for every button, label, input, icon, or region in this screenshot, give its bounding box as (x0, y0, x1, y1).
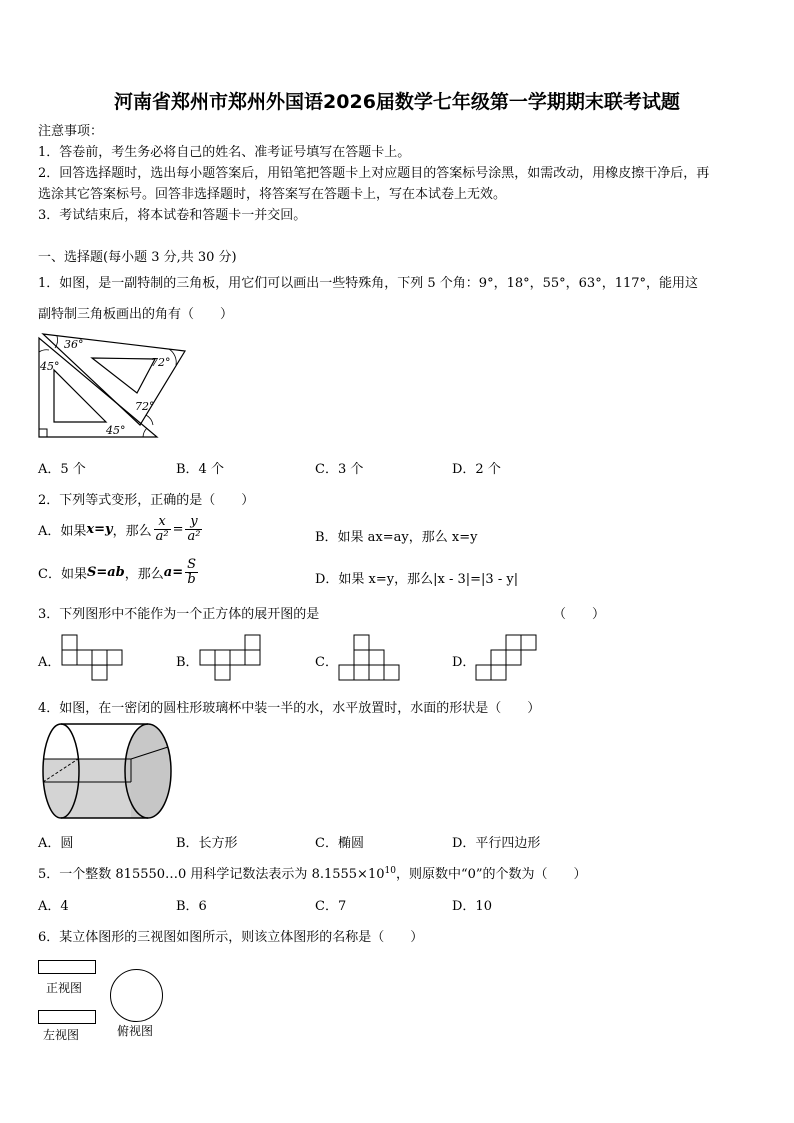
q2-a-fraction-right (185, 515, 202, 544)
angle-label-72-bottom: 72° (135, 400, 155, 413)
q5-stem (38, 863, 587, 882)
notice-item-2: 2．回答选择题时，选出每小题答案后，用铅笔把答题卡上对应题目的答案标号涂黑，如需改动，用橡皮擦干净后，再 (38, 166, 710, 181)
q1-option-b: B．4 个 (176, 462, 224, 477)
q3-stem: 3．下列图形中不能作为一个正方体的展开图的是 (38, 607, 320, 622)
q3-net-c (338, 634, 402, 684)
q2-c-fraction-num: S (187, 557, 196, 572)
q4-option-a: A．圆 (38, 836, 74, 851)
q2-stem: 2．下列等式变形，正确的是（ ） (38, 493, 255, 508)
q4-option-b: B．长方形 (176, 836, 238, 851)
q4-option-d: D．平行四边形 (452, 836, 541, 851)
q5-option-c: C．7 (315, 899, 347, 914)
triangle-set-figure (34, 330, 186, 440)
q5-option-a: A．4 (38, 899, 69, 914)
top-view-label: 俯视图 (117, 1024, 154, 1038)
q2-a-fraction-right-num: y (190, 514, 198, 529)
angle-label-45-bottom: 45° (106, 424, 126, 437)
q2-c-lhs: a= (163, 565, 184, 580)
q2-a-prefix: A．如果 (38, 524, 87, 539)
notice-item-2-cont: 选涂其它答案标号。回答非选择题时，将答案写在答题卡上，写在本试卷上无效。 (38, 187, 507, 202)
notice-item-3: 3．考试结束后，将本试卷和答题卡一并交回。 (38, 208, 307, 223)
right-angle-mark (39, 429, 47, 437)
water-side (43, 759, 131, 818)
q2-c-mid: ，那么 (124, 567, 164, 582)
front-view-label: 正视图 (46, 981, 83, 995)
q5-option-d: D．10 (452, 899, 492, 914)
q3-option-c: C． (315, 655, 338, 670)
q3-net-a-bottom (61, 634, 125, 684)
q2-c-condition: S=ab (86, 565, 125, 580)
q2-a-equals: = (172, 522, 184, 537)
q3-option-a: A． (38, 655, 61, 670)
cylinder-figure (38, 720, 174, 822)
q2-a-fraction-left-num: x (158, 514, 166, 529)
q1-stem-line1: 1．如图，是一副特制的三角板，用它们可以画出一些特殊角，下列 5 个角：9°，18°，55°，63°，117°，能用这 (38, 276, 699, 291)
q2-a-fraction-left-den: a² (155, 529, 169, 544)
q3-option-d: D． (452, 655, 476, 670)
angle-label-45-left: 45° (40, 360, 60, 373)
q2-option-c (38, 558, 200, 587)
q4-stem: 4．如图，在一密闭的圆柱形玻璃杯中装一半的水，水平放置时，水面的形状是（ ） (38, 701, 541, 716)
q3-net-d (475, 634, 539, 684)
q2-a-fraction-left (154, 515, 171, 544)
q5-stem-b: ，则原数中“0”的个数为（ ） (395, 867, 587, 882)
q1-option-a: A．5 个 (38, 462, 86, 477)
q2-option-a (38, 515, 204, 544)
q1-option-d: D．2 个 (452, 462, 501, 477)
q2-a-fraction-right-den: a² (187, 529, 201, 544)
q4-option-c: C．椭圆 (315, 836, 364, 851)
q1-option-c: C．3 个 (315, 462, 364, 477)
left-view-label: 左视图 (43, 1028, 80, 1042)
angle-label-36: 36° (64, 338, 84, 351)
q2-c-fraction-den: b (187, 572, 196, 587)
q3-answer-paren: （ ） (553, 607, 606, 622)
q3-option-b: B． (176, 655, 199, 670)
q1-stem-line2: 副特制三角板画出的角有（ ） (38, 307, 234, 322)
q6-stem: 6．某立体图形的三视图如图所示，则该立体图形的名称是（ ） (38, 930, 424, 945)
top-view-circle (110, 969, 163, 1022)
angle-label-72-top: 72° (151, 356, 171, 369)
q2-option-d: D．如果 x=y，那么|x - 3|=|3 - y| (315, 572, 519, 587)
left-view-rect (38, 1010, 96, 1024)
q5-option-b: B．6 (176, 899, 207, 914)
q3-net-b (199, 634, 263, 684)
page-title: 河南省郑州市郑州外国语2026届数学七年级第一学期期末联考试题 (114, 91, 680, 113)
set-square-45-inner (54, 370, 106, 422)
section-heading: 一、选择题(每小题 3 分,共 30 分) (38, 250, 237, 265)
q2-a-mid: ，那么 (112, 524, 152, 539)
q2-option-b: B．如果 ax=ay，那么 x=y (315, 530, 478, 545)
front-view-rect (38, 960, 96, 974)
q2-c-fraction (185, 558, 198, 587)
q2-c-prefix: C．如果 (38, 567, 87, 582)
set-square-36-inner (92, 358, 155, 393)
q5-stem-exponent: 10 (384, 866, 396, 876)
notice-heading: 注意事项： (38, 124, 104, 139)
q5-stem-a: 5．一个整数 815550…0 用科学记数法表示为 8.1555×10 (38, 867, 385, 882)
q2-a-condition: x=y (86, 522, 113, 537)
notice-item-1: 1．答卷前，考生务必将自己的姓名、准考证号填写在答题卡上。 (38, 145, 411, 160)
